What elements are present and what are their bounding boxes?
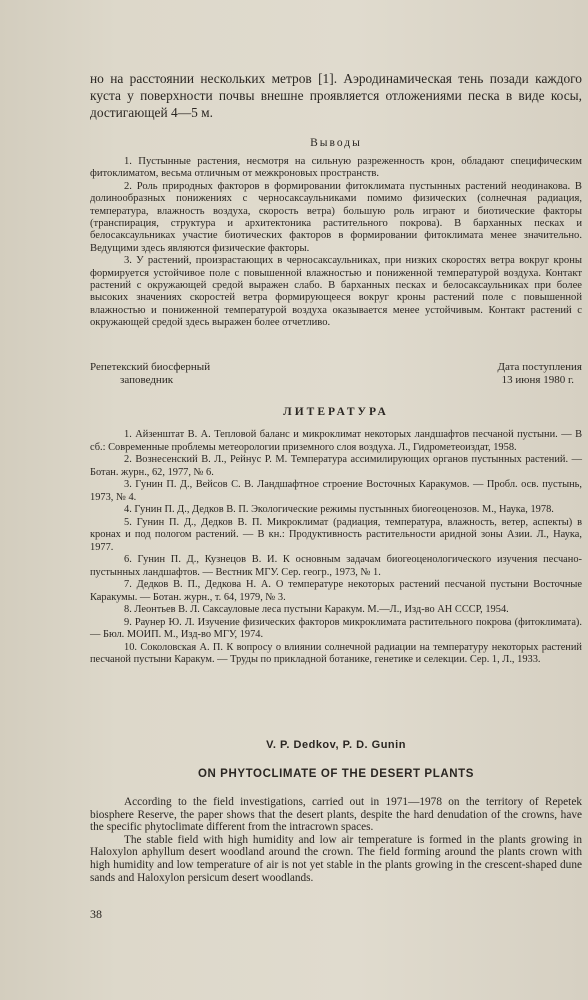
english-authors: V. P. Dedkov, P. D. Gunin — [266, 739, 406, 751]
reference-item: 10. Соколовская А. П. К вопросу о влиянии солнечной радиации на температуру некоторых растений песчаной пустыни Каракум. — Труды по прикладной ботанике, генетике и селекции. Сер. 1, Л., 1933. — [90, 641, 582, 665]
intro-paragraph: но на расстоянии нескольких метров [1]. Аэродинамическая тень позади каждого куста у поверхности почвы внешне проявляется отложениями песка в виде косы, достигающей 4—5 м. — [90, 71, 582, 120]
conclusions-heading: Выводы — [310, 137, 362, 149]
abstract-paragraph: The stable field with high humidity and low air temperature is formed in the plants growing in Haloxylon aphyllum desert woodland around the crown. The field forming around the plants crown with high humidity and low temperature of air is not yet stable in the plants growing in the crescent-shaped dune sands and Haloxylon persicum desert woodlands. — [90, 833, 582, 884]
conclusion-paragraph: 1. Пустынные растения, несмотря на сильную разреженность крон, обладают специфическим фитоклиматом, весьма отличным от межкроновых пространств. — [90, 156, 582, 180]
reference-item: 5. Гунин П. Д., Дедков В. П. Микроклимат (радиация, температура, влажность, ветер, аспекты) в кронах и под пологом растений. — В кн.: Продуктивность растительности аридной зоны Азии. Л., Наука, 1977. — [90, 516, 582, 553]
conclusions-body — [90, 156, 582, 330]
reference-item: 3. Гунин П. Д., Вейсов С. В. Ландшафтное строение Восточных Каракумов. — Пробл. осв. пустынь, 1973, № 4. — [90, 479, 582, 503]
reference-item: 6. Гунин П. Д., Кузнецов В. И. К основным задачам биогеоценологического изучения песчано-пустынных ландшафтов. — Вестник МГУ. Сер. геогр., 1973, № 1. — [90, 554, 582, 578]
institution-line: заповедник — [120, 373, 174, 386]
reference-item: 2. Вознесенский В. Л., Рейнус Р. М. Температура ассимилирующих органов пустынных растений. — Ботан. журн., 62, 1977, № 6. — [90, 454, 582, 478]
english-title: ON PHYTOCLIMATE OF THE DESERT PLANTS — [197, 768, 475, 780]
affiliation — [90, 361, 582, 386]
conclusion-paragraph: 3. У растений, произрастающих в черносаксаульниках, при низких скоростях ветра вокруг кроны формируется устойчивое поле с повышенной влажностью и пониженной температурой воздуха. Контакт растений с окружающей средой выражен слабо. В барханных песках и белосаксаульниках при более высоких значениях скоростей ветра формирующееся вокруг кроны растений поле с повышенной влажностью и пониженной температурой воздуха оказывается менее устойчивым. Контакт растений с окружающей средой здесь выражен более отчетливо. — [90, 255, 582, 329]
page-number: 38 — [90, 907, 102, 921]
reference-item: 1. Айзенштат В. А. Тепловой баланс и микроклимат некоторых ландшафтов песчаной пустыни. — В сб.: Современные проблемы метеорологии приземного слоя воздуха. Л., Гидрометеоиздат, 1958. — [90, 429, 582, 453]
literature-heading: ЛИТЕРАТУРА — [283, 406, 389, 418]
received-date: 13 июня 1980 г. — [501, 373, 574, 386]
reference-item: 8. Леонтьев В. Л. Саксауловые леса пустыни Каракум. М.—Л., Изд-во АН СССР, 1954. — [124, 604, 509, 615]
abstract-paragraph: According to the field investigations, carried out in 1971—1978 on the territory of Repetek biosphere Reserve, the paper shows that the desert plants, despite the hard denudation of the crowns, have the specific phytoclimate different from the intracrown spaces. — [90, 796, 582, 834]
reference-list — [90, 429, 582, 667]
received-label: Дата поступления — [497, 361, 582, 373]
reference-item: 9. Раунер Ю. Л. Изучение физических факторов микроклимата растительного покрова (фитоклимата). — Бюл. МОИП. М., Изд-во МГУ, 1974. — [90, 616, 582, 640]
english-abstract — [90, 796, 582, 884]
intro-text — [90, 70, 582, 121]
reference-item: 7. Дедков В. П., Дедкова Н. А. О температуре некоторых растений песчаной пустыни Восточные Каракумы. — Ботан. журн., т. 64, 1979, № 3. — [90, 579, 582, 603]
reference-item: 4. Гунин П. Д., Дедков В. П. Экологические режимы пустынных биогеоценозов. М., Наука, 1978. — [124, 504, 554, 515]
conclusion-paragraph: 2. Роль природных факторов в формировании фитоклимата пустынных растений неодинакова. В долинообразных понижениях с черносаксаульниками помимо физических (солнечная радиация, температура, влажность воздуха, скорость ветра) большую роль играют и биотические факторы (транспирация, структура и архитектоника растительного покрова). В барханных песках и белосаксаульниках участие биотических факторов в формировании фитоклимата менее значительно. Ведущими здесь являются физические факторы. — [90, 180, 582, 254]
institution-line: Репетекский биосферный — [90, 361, 211, 373]
